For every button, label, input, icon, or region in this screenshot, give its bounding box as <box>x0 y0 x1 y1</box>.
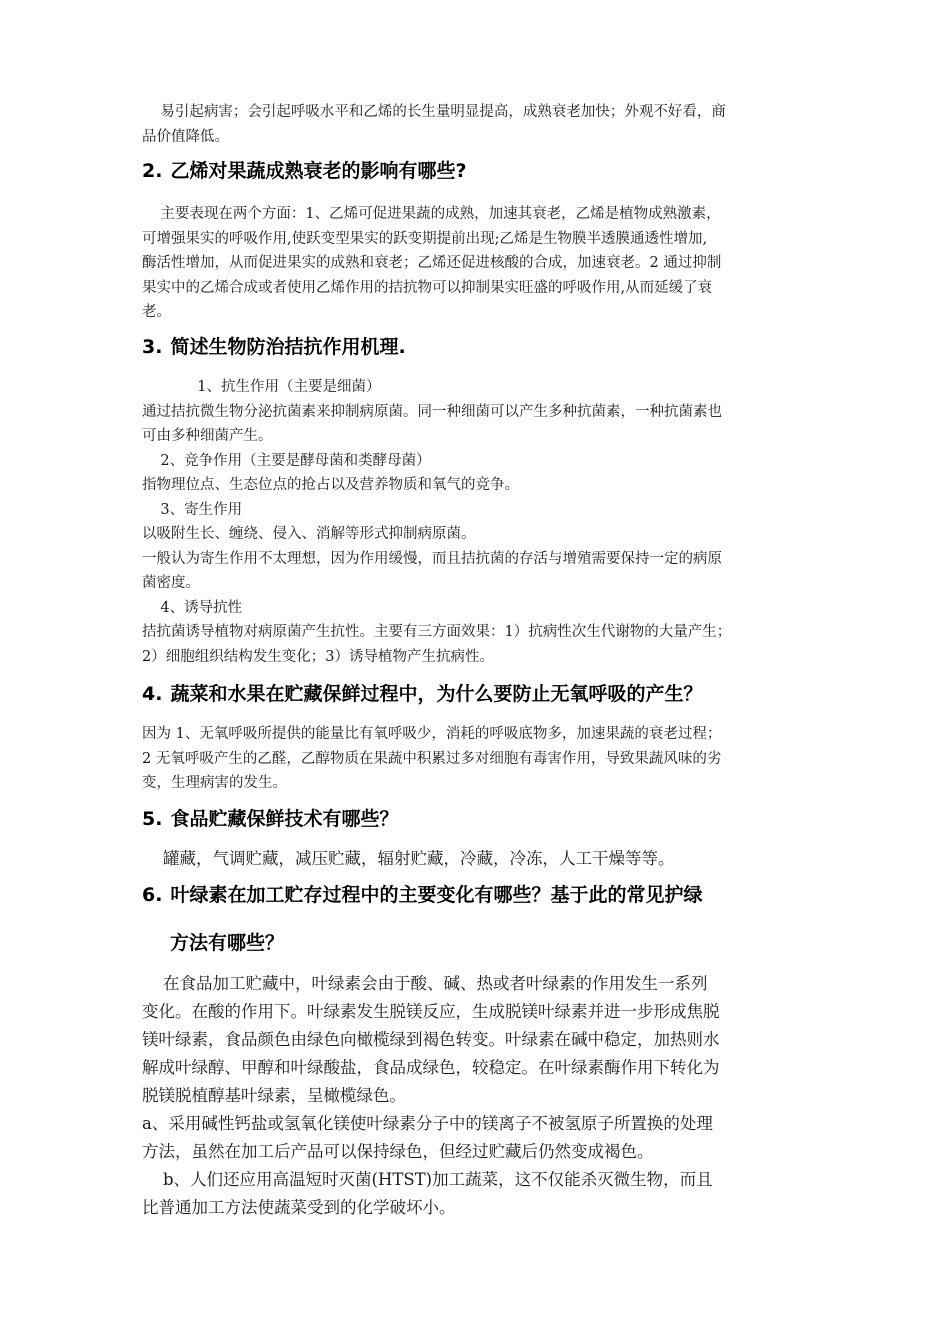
text-line: 2、竞争作用（主要是酵母菌和类酵母菌） <box>142 452 431 469</box>
text-line: 方法，虽然在加工后产品可以保持绿色，但经过贮藏后仍然变成褐色。 <box>142 1142 654 1161</box>
question-4-heading <box>142 681 812 707</box>
text-line: a、采用碱性钙盐或氢氧化镁使叶绿素分子中的镁离子不被氢原子所置换的处理 <box>142 1114 713 1133</box>
question-number: 2. <box>142 160 163 182</box>
text-line: b、人们还应用高温短时灭菌(HTST)加工蔬菜，这不仅能杀灭微生物，而且 <box>142 1170 713 1189</box>
question-6-answer <box>142 970 812 1222</box>
question-number: 4. <box>142 683 163 705</box>
text-line: 罐藏，气调贮藏，减压贮藏，辐射贮藏，冷藏，冷冻，人工干燥等等。 <box>142 849 675 868</box>
text-line: 果实中的乙烯合成或者使用乙烯作用的拮抗物可以抑制果实旺盛的呼吸作用,从而延缓了衰 <box>142 279 713 296</box>
text-line: 拮抗菌诱导植物对病原菌产生抗性。主要有三方面效果：1）抗病性次生代谢物的大量产生； <box>142 624 732 640</box>
question-title: 蔬菜和水果在贮藏保鲜过程中，为什么要防止无氧呼吸的产生？ <box>170 683 703 705</box>
question-3-heading <box>142 334 812 360</box>
question-title: 食品贮藏保鲜技术有哪些？ <box>170 808 399 830</box>
text-line: 一般认为寄生作用不太理想，因为作用缓慢，而且拮抗菌的存活与增殖需要保持一定的病原 <box>142 550 722 567</box>
question-title: 乙烯对果蔬成熟衰老的影响有哪些? <box>170 160 467 182</box>
text-line: 老。 <box>142 304 171 320</box>
text-line: 3、寄生作用 <box>142 501 243 518</box>
text-line: 可增强果实的呼吸作用,使跃变型果实的跃变期提前出现;乙烯是生物膜半透膜通透性增加, <box>142 230 708 247</box>
question-4-answer <box>142 722 812 796</box>
question-6-heading <box>142 882 812 908</box>
text-line: 易引起病害；会引起呼吸水平和乙烯的长生量明显提高，成熟衰老加快；外观不好看，商 <box>142 104 726 120</box>
question-number: 6. <box>142 884 163 906</box>
text-line: 在食品加工贮藏中，叶绿素会由于酸、碱、热或者叶绿素的作用发生一系列 <box>142 974 708 993</box>
text-line: 指物理位点、生态位点的抢占以及营养物质和氧气的竞争。 <box>142 477 519 493</box>
text-line: 菌密度。 <box>142 575 200 591</box>
question-title: 简述生物防治拮抗作用机理. <box>170 336 406 358</box>
text-line: 以吸附生长、缠绕、侵入、消解等形式抑制病原菌。 <box>142 526 476 542</box>
text-line: 4、诱导抗性 <box>142 599 243 616</box>
text-line: 2）细胞组织结构发生变化；3）诱导植物产生抗病性。 <box>142 648 494 665</box>
question-title: 叶绿素在加工贮存过程中的主要变化有哪些？基于此的常见护绿 <box>170 884 703 906</box>
text-line: 主要表现在两个方面：1、乙烯可促进果蔬的成熟，加速其衰老，乙烯是植物成熟激素， <box>142 206 721 222</box>
text-line: 2 无氧呼吸产生的乙醛，乙醇物质在果蔬中积累过多对细胞有毒害作用，导致果蔬风味的劣 <box>142 750 722 767</box>
intro-paragraph <box>142 100 812 149</box>
question-3-answer <box>142 375 812 669</box>
text-line: 通过拮抗微生物分泌抗菌素来抑制病原菌。同一种细菌可以产生多种抗菌素，一种抗菌素也 <box>142 403 722 420</box>
text-line: 可由多种细菌产生。 <box>142 428 273 444</box>
text-line: 1、抗生作用（主要是细菌） <box>142 379 381 395</box>
text-line: 解成叶绿醇、甲醇和叶绿酸盐，食品成绿色，较稳定。在叶绿素酶作用下转化为 <box>142 1058 720 1077</box>
question-5-answer <box>142 845 812 873</box>
question-6-heading-continued <box>170 930 840 956</box>
question-number: 5. <box>142 808 163 830</box>
question-2-answer <box>142 202 812 325</box>
text-line: 酶活性增加，从而促进果实的成熟和衰老；乙烯还促进核酸的合成，加速衰老。2 通过抑制 <box>142 255 722 271</box>
text-line: 品价值降低。 <box>142 128 229 145</box>
question-number: 3. <box>142 336 163 358</box>
question-5-heading <box>142 806 812 832</box>
question-2-heading <box>142 158 812 184</box>
question-title: 方法有哪些？ <box>170 932 285 954</box>
text-line: 脱镁脱植醇基叶绿素，呈橄榄绿色。 <box>142 1086 406 1105</box>
text-line: 变，生理病害的发生。 <box>142 775 287 791</box>
text-line: 镁叶绿素，食品颜色由绿色向橄榄绿到褐色转变。叶绿素在碱中稳定，加热则水 <box>142 1030 720 1049</box>
text-line: 比普通加工方法使蔬菜受到的化学破坏小。 <box>142 1198 456 1217</box>
text-line: 变化。在酸的作用下。叶绿素发生脱镁反应，生成脱镁叶绿素并进一步形成焦脱 <box>142 1002 720 1021</box>
text-line: 因为 1、无氧呼吸所提供的能量比有氧呼吸少，消耗的呼吸底物多，加速果蔬的衰老过程； <box>142 726 722 742</box>
